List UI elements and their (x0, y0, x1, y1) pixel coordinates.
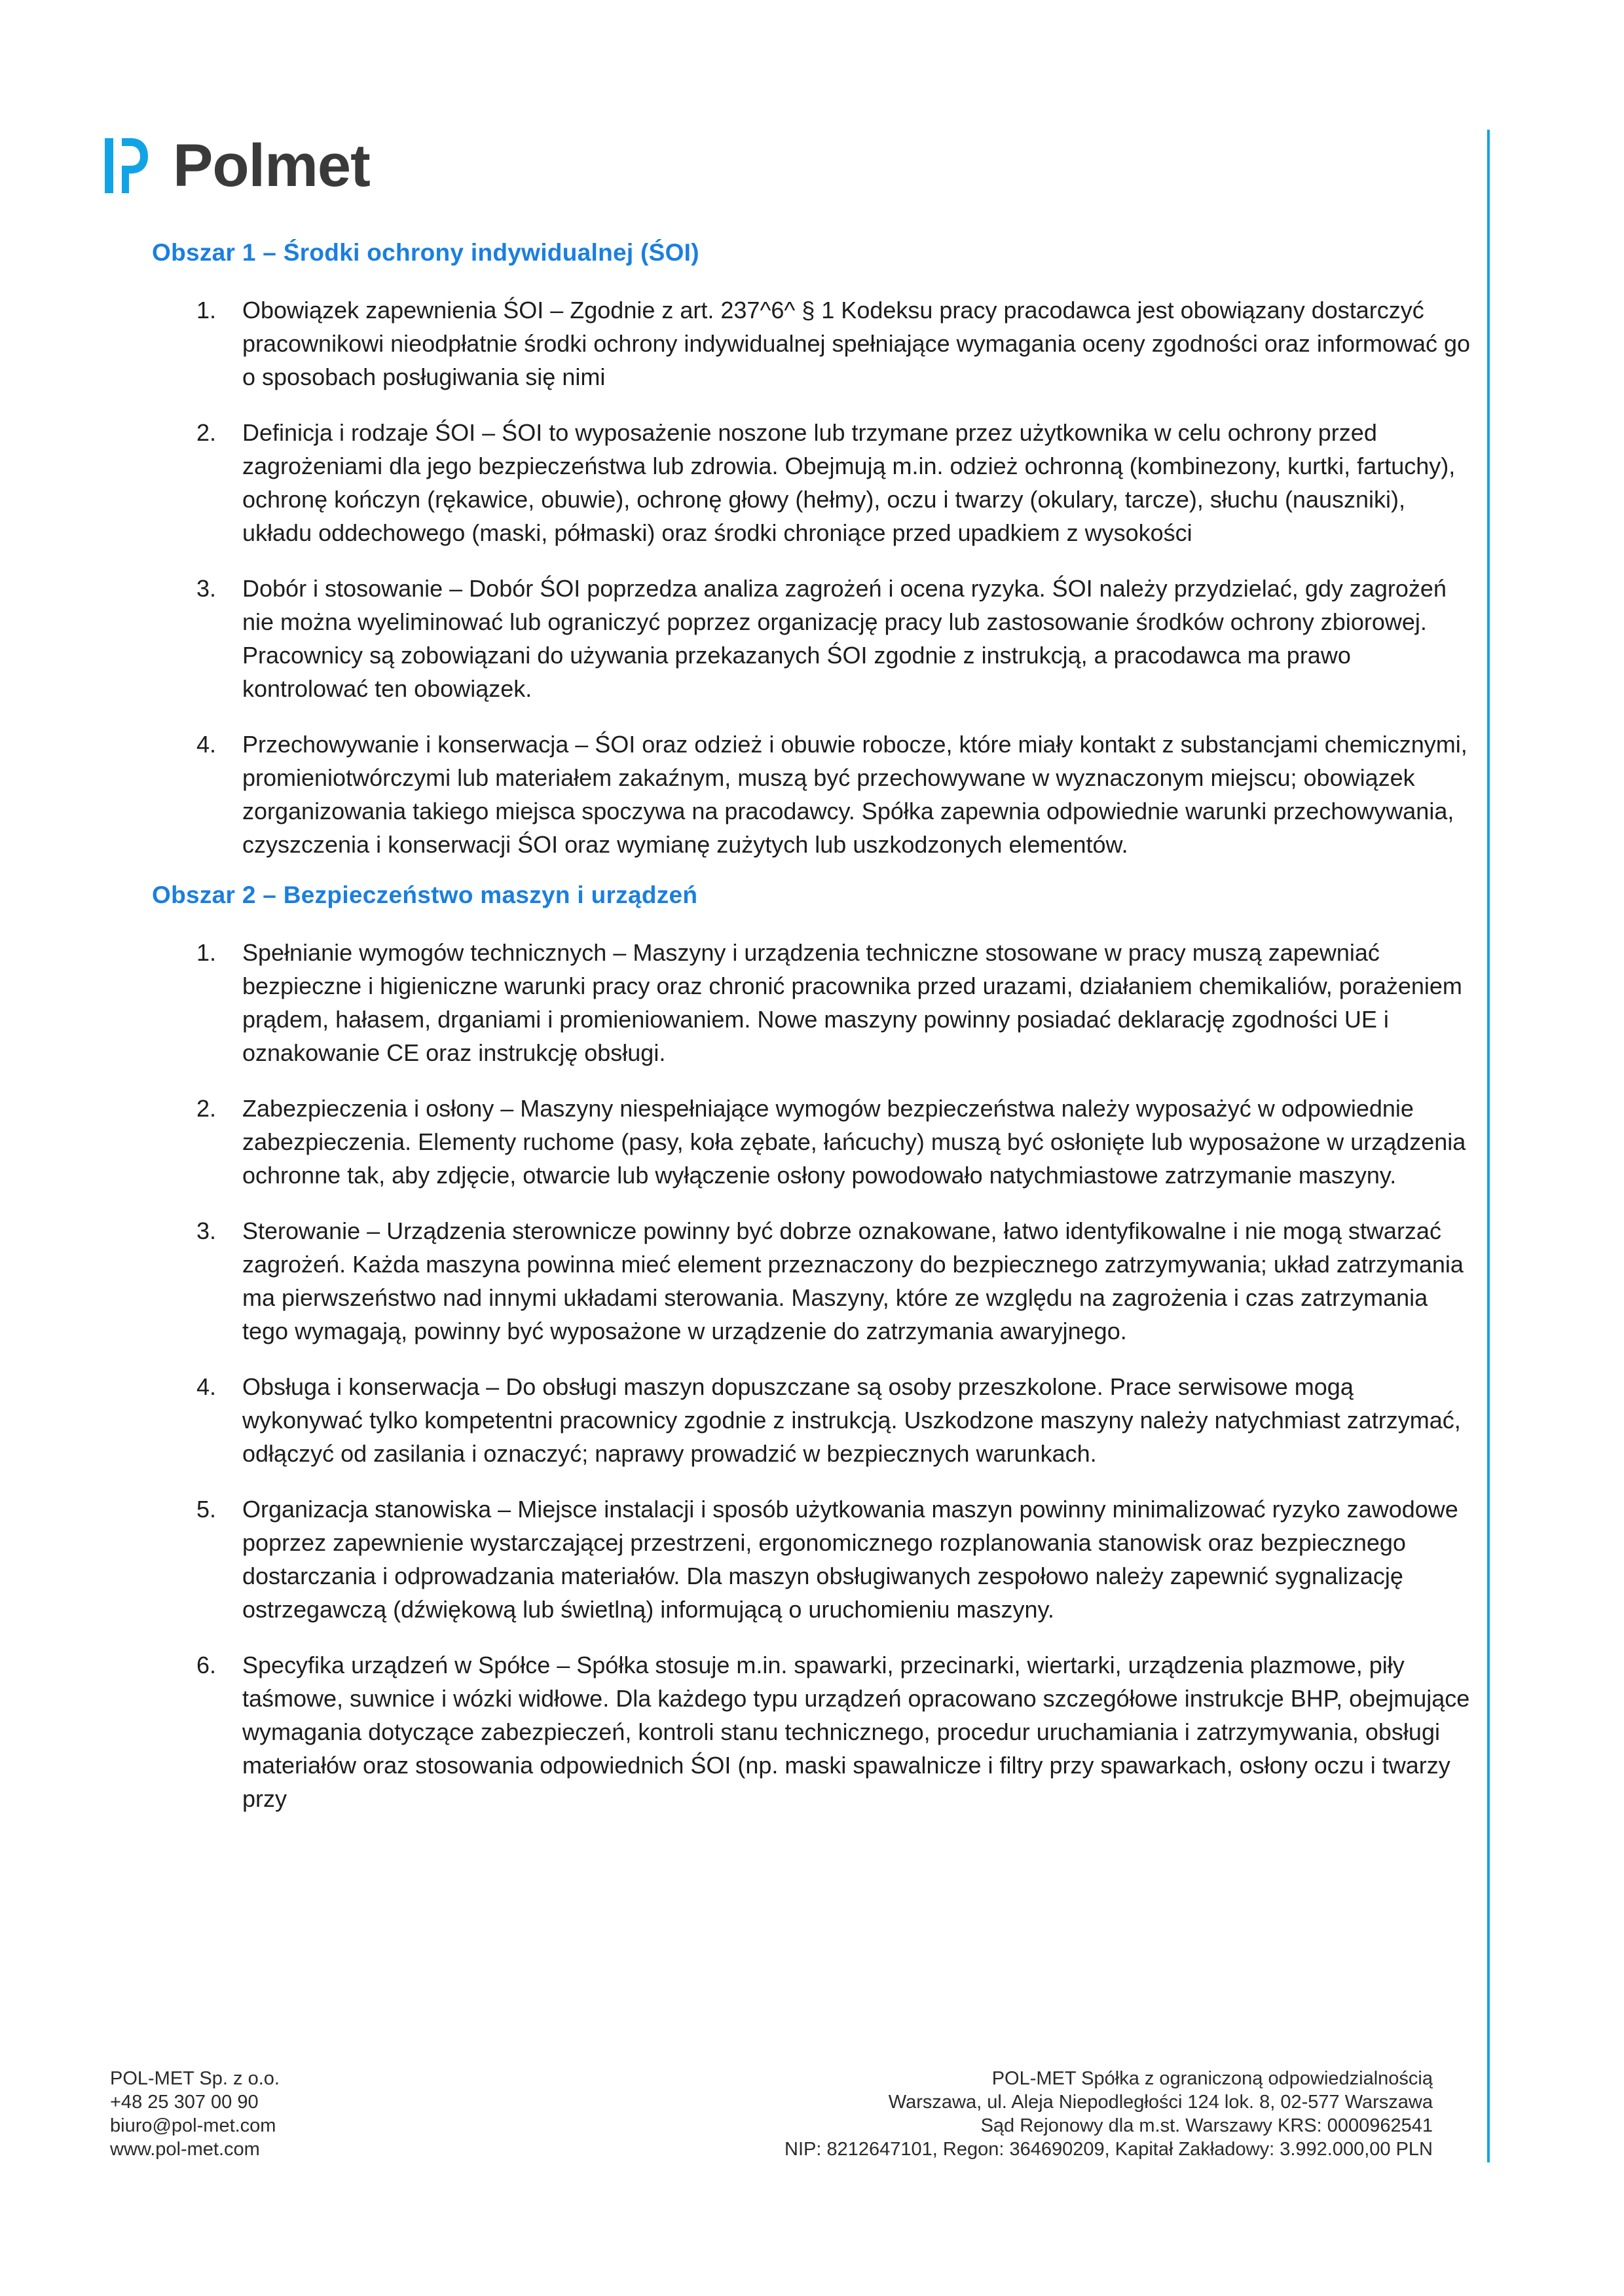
section-list (152, 293, 1475, 861)
logo-wordmark: Polmet (173, 132, 370, 199)
section-heading: Obszar 2 – Bezpieczeństwo maszyn i urządzeń (152, 881, 698, 908)
list-item (152, 572, 1475, 705)
footer-legal (784, 2067, 1433, 2161)
list-item (152, 1370, 1475, 1470)
item-number: 2. (196, 1095, 217, 1122)
item-text: Specyfika urządzeń w Spółce – Spółka stosuje m.in. spawarki, przecinarki, wiertarki, urządzenia plazmowe, piły taśmowe, suwnice i wózki widłowe. Dla każdego typu urządzeń opracowano szczegółowe instrukcje BHP, obejmujące wymagania dotyczące zabezpieczeń, kontroli stanu technicznego, procedur uruchamiania i zatrzymywania, obsługi materiałów oraz stosowania odpowiednich ŚOI (np. maski spawalnicze i filtry przy spawarkach, osłony oczu i twarzy przy (242, 1652, 1470, 1812)
footer-company-name: POL-MET Sp. z o.o. (110, 2068, 280, 2089)
section-list (152, 936, 1475, 1815)
company-logo (103, 130, 370, 202)
section-heading: Obszar 1 – Środki ochrony indywidualnej (ŚOI) (152, 239, 699, 266)
item-number: 4. (196, 1373, 217, 1400)
list-item (152, 936, 1475, 1069)
document-body (152, 237, 1475, 1815)
footer-court-krs: Sąd Rejonowy dla m.st. Warszawy KRS: 0000962541 (980, 2115, 1433, 2136)
list-item (152, 293, 1475, 394)
list-item (152, 1492, 1475, 1626)
list-item (152, 416, 1475, 549)
right-margin-rule (1487, 130, 1490, 2162)
item-text: Obowiązek zapewnienia ŚOI – Zgodnie z art. 237^6^ § 1 Kodeksu pracy pracodawca jest obowiązany dostarczyć pracownikowi nieodpłatnie środki ochrony indywidualnej spełniające wymagania oceny zgodności oraz informować go o sposobach posługiwania się nimi (242, 297, 1471, 390)
item-number: 1. (196, 939, 217, 966)
item-number: 3. (196, 1217, 217, 1244)
item-text: Definicja i rodzaje ŚOI – ŚOI to wyposażenie noszone lub trzymane przez użytkownika w celu ochrony przed zagrożeniami dla jego bezpieczeństwa lub zdrowia. Obejmują m.in. odzież ochronną (kombinezony, kurtki, fartuchy), ochronę kończyn (rękawice, obuwie), ochronę głowy (hełmy), oczu i twarzy (okulary, tarcze), słuchu (nauszniki), układu oddechowego (maski, półmaski) oraz środki chroniące przed upadkiem z wysokości (242, 419, 1456, 546)
item-text: Zabezpieczenia i osłony – Maszyny niespełniające wymogów bezpieczeństwa należy wyposażyć w odpowiednie zabezpieczenia. Elementy ruchome (pasy, koła zębate, łańcuchy) muszą być osłonięte lub wyposażone w urządzenia ochronne tak, aby zdjęcie, otwarcie lub wyłączenie osłony powodowało natychmiastowe zatrzymanie maszyny. (242, 1095, 1466, 1189)
footer-tax-ids: NIP: 8212647101, Regon: 364690209, Kapitał Zakładowy: 3.992.000,00 PLN (784, 2139, 1433, 2160)
footer-website[interactable]: www.pol-met.com (110, 2139, 260, 2160)
item-text: Dobór i stosowanie – Dobór ŚOI poprzedza analiza zagrożeń i ocena ryzyka. ŚOI należy przydzielać, gdy zagrożeń nie można wyeliminować lub ograniczyć poprzez organizację pracy lub zastosowanie środków ochrony zbiorowej. Pracownicy są zobowiązani do używania przekazanych ŚOI zgodnie z instrukcją, a pracodawca ma prawo kontrolować ten obowiązek. (242, 575, 1447, 702)
item-number: 2. (196, 419, 217, 446)
footer-legal-name: POL-MET Spółka z ograniczoną odpowiedzialnością (991, 2068, 1433, 2089)
item-text: Obsługa i konserwacja – Do obsługi maszyn dopuszczane są osoby przeszkolone. Prace serwisowe mogą wykonywać tylko kompetentni pracownicy zgodnie z instrukcją. Uszkodzone maszyny należy natychmiast zatrzymać, odłączyć od zasilania i oznaczyć; naprawy prowadzić w bezpiecznych warunkach. (242, 1373, 1461, 1467)
item-text: Sterowanie – Urządzenia sterownicze powinny być dobrze oznakowane, łatwo identyfikowalne i nie mogą stwarzać zagrożeń. Każda maszyna powinna mieć element przeznaczony do bezpiecznego zatrzymywania; układ zatrzymania ma pierwszeństwo nad innymi układami sterowania. Maszyny, które ze względu na zagrożenia i czas zatrzymania tego wymagają, powinny być wyposażone w urządzenie do zatrzymania awaryjnego. (242, 1217, 1464, 1344)
polmet-logo-icon (103, 133, 149, 198)
item-number: 1. (196, 297, 217, 324)
list-item (152, 1648, 1475, 1815)
footer-phone: +48 25 307 00 90 (110, 2092, 259, 2113)
item-number: 5. (196, 1496, 217, 1523)
item-number: 4. (196, 731, 217, 758)
footer-address: Warszawa, ul. Aleja Niepodległości 124 lok. 8, 02-577 Warszawa (888, 2092, 1433, 2113)
item-text: Spełnianie wymogów technicznych – Maszyny i urządzenia techniczne stosowane w pracy muszą zapewniać bezpieczne i higieniczne warunki pracy oraz chronić pracownika przed urazami, działaniem chemikaliów, porażeniem prądem, hałasem, drganiami i promieniowaniem. Nowe maszyny powinny posiadać deklarację zgodności UE i oznakowanie CE oraz instrukcję obsługi. (242, 939, 1462, 1066)
item-number: 6. (196, 1652, 217, 1678)
item-number: 3. (196, 575, 217, 602)
item-text: Przechowywanie i konserwacja – ŚOI oraz odzież i obuwie robocze, które miały kontakt z substancjami chemicznymi, promieniotwórczymi lub materiałem zakaźnym, muszą być przechowywane w wyznaczonym miejscu; obowiązek zorganizowania takiego miejsca spoczywa na pracodawcy. Spółka zapewnia odpowiednie warunki przechowywania, czyszczenia i konserwacji ŚOI oraz wymianę zużytych lub uszkodzonych elementów. (242, 731, 1467, 858)
footer-email[interactable]: biuro@pol-met.com (110, 2115, 276, 2136)
item-text: Organizacja stanowiska – Miejsce instalacji i sposób użytkowania maszyn powinny minimalizować ryzyko zawodowe poprzez zapewnienie wystarczającej przestrzeni, ergonomicznego rozplanowania stanowisk oraz bezpiecznego dostarczania i odprowadzania materiałów. Dla maszyn obsługiwanych zespołowo należy zapewnić sygnalizację ostrzegawczą (dźwiękową lub świetlną) informującą o uruchomieniu maszyny. (242, 1496, 1458, 1623)
list-item (152, 1214, 1475, 1348)
list-item (152, 1092, 1475, 1192)
list-item (152, 728, 1475, 861)
footer-contact (110, 2067, 280, 2161)
